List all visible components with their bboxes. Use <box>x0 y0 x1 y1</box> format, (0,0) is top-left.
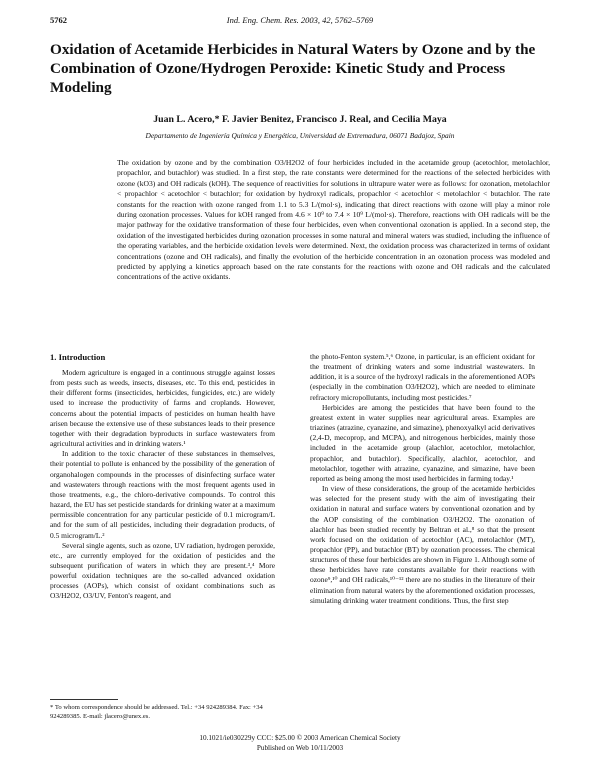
journal-citation: Ind. Eng. Chem. Res. 2003, 42, 5762–5769 <box>226 15 374 25</box>
body-paragraph: Modern agriculture is engaged in a continuous struggle against losses from pests such as weeds, insects, diseases, etc. To this end, pesticides in their different forms (insecticides, herbicides, fungicides, etc.) are widely used to increase the productivity of farms and croplands. However, concerns about the potential impacts of pesticides on human health have arisen because the extensive use of these substances leads to their presence together with their degradation byproducts in surface wastewaters from agricultural activities and in drinking waters.¹ <box>50 368 275 449</box>
body-paragraph: the photo-Fenton system.⁵,⁶ Ozone, in particular, is an efficient oxidant for the treatment of drinking waters and some industrial wastewaters. In addition, it is a source of the hydroxyl radicals in the aforementioned AOPs (especially in the combination O3/H2O2), which are needed to eliminate refractory micropollutants, including most pesticides.⁷ <box>310 352 535 402</box>
right-column <box>310 352 535 606</box>
body-paragraph: In view of these considerations, the group of the acetamide herbicides was selected for the present study with the aim of investigating their oxidation in natural and surface waters by conventional ozonation and by the AOP consisting of the combination O3/H2O2. The ozonation of alachlor has been studied recently by Beltran et al.,⁸ so that the present work focused on the oxidation of acetochlor (AC), metolachlor (MT), propachlor (PP), and butachlor (BT) by ozonation processes. The chemical structures of these four herbicides are shown in Figure 1. Although some of these herbicides have rate constants available for their reactions with ozone⁹,¹⁰ and OH radicals,¹⁰⁻¹² there are no studies in the literature of their elimination from natural waters by the aforementioned oxidation processes, simulating drinking water treatment conditions. Thus, the first step <box>310 484 535 605</box>
left-column <box>50 352 275 602</box>
affiliation: Departamento de Ingeniería Química y Energética, Universidad de Extremadura, 06071 Badajoz, Spain <box>145 131 455 140</box>
abstract: The oxidation by ozone and by the combination O3/H2O2 of four herbicides included in the acetamide group (acetochlor, metolachlor, propachlor, and butachlor) was studied. In a first step, the rate constants were determined for the reactions of the selected herbicides with ozone (kO3) and OH radicals (kOH). The sequence of reactivities for solutions in ultrapure water were as follows: for ozonation, metolachlor < propachlor < acetochlor < butachlor; for oxidation by hydroxyl radicals, propachlor < acetochlor < metolachlor < butachlor. The rate constants for the reaction with ozone ranged from 1.1 to 5.3 L/(mol·s), indicating that direct reactions with ozone will play a minor role during ozonation processes. Values for kOH ranged from 4.6 × 10⁹ to 7.4 × 10⁹ L/(mol·s). Therefore, reactions with OH radicals will be the major pathway for the oxidative transformation of these four herbicides, even when conventional ozonation is applied. In a second step, the oxidation of the investigated herbicides during ozonation processes in some natural and mineral waters was studied, including the influence of the operating variables, and the herbicide oxidation levels were determined. Next, the oxidation process was characterized in terms of oxidant concentrations (ozone and OH radicals), and finally the evolution of the herbicide concentration in an ozonation process was modeled and predicted by applying a kinetics approach based on the rate constants for the reactions with ozone and OH radicals and the calculated concentrations of the active oxidants. <box>117 158 550 282</box>
body-paragraph: In addition to the toxic character of these substances in themselves, their potential to pollute is enhanced by the possibility of the generation of organohalogen compounds in the processes of disinfecting surface water and wastewaters through reactions with the most frequent agents used in those treatments, e.g., the chloro-derivative compounds. To control this hazard, the EU has set pesticide standards for drinking water at a maximum permissible concentration for any particular pesticide of 0.1 microgram/L and for the sum of all pesticides, including their degradation products, of 0.5 microgram/L.² <box>50 449 275 540</box>
doi-line: 10.1021/ie030229y CCC: $25.00 © 2003 American Chemical Society <box>199 734 401 742</box>
author-list: Juan L. Acero,* F. Javier Benitez, Francisco J. Real, and Cecilia Maya <box>153 114 447 125</box>
body-paragraph: Several single agents, such as ozone, UV radiation, hydrogen peroxide, etc., are currently employed for the oxidation of pesticides and the subsequent purification of waters in which they are present.³,⁴ More powerful oxidation techniques are the so-called advanced oxidation processes (AOPs), which consist of oxidant combinations such as O3/H2O2, O3/UV, Fenton's reagent, and <box>50 540 275 601</box>
page-number: 5762 <box>50 15 67 25</box>
footnote-rule <box>50 699 118 700</box>
article-title: Oxidation of Acetamide Herbicides in Natural Waters by Ozone and by the Combination of Ozone/Hydrogen Peroxide: Kinetic Study and Process Modeling <box>50 41 536 96</box>
body-paragraph: Herbicides are among the pesticides that have been found to the greatest extent in water supplies near agricultural areas. Examples are triazines (atrazine, cyanazine, and simazine), phenoxyalkyl acid derivatives (2,4-D, mecoprop, and MCPA), and nitrogenous herbicides, mainly those included in the acetamide group (alachlor, acetochlor, metolachlor, propachlor, and butachlor). Specifically, alachlor, acetochlor, and metolachlor, together with atrazine, cyanazine, and simazine, have been reported as being among the most used herbicides in farming today.¹ <box>310 402 535 483</box>
correspondence-footnote <box>50 699 275 721</box>
section-heading: 1. Introduction <box>50 352 106 362</box>
footnote-text: * To whom correspondence should be addressed. Tel.: +34 924289384. Fax: +34 924289385. E-mail: jlacero@unex.es. <box>50 704 263 720</box>
publication-date: Published on Web 10/11/2003 <box>256 743 344 752</box>
page-footer <box>50 734 550 753</box>
running-header <box>50 14 550 26</box>
